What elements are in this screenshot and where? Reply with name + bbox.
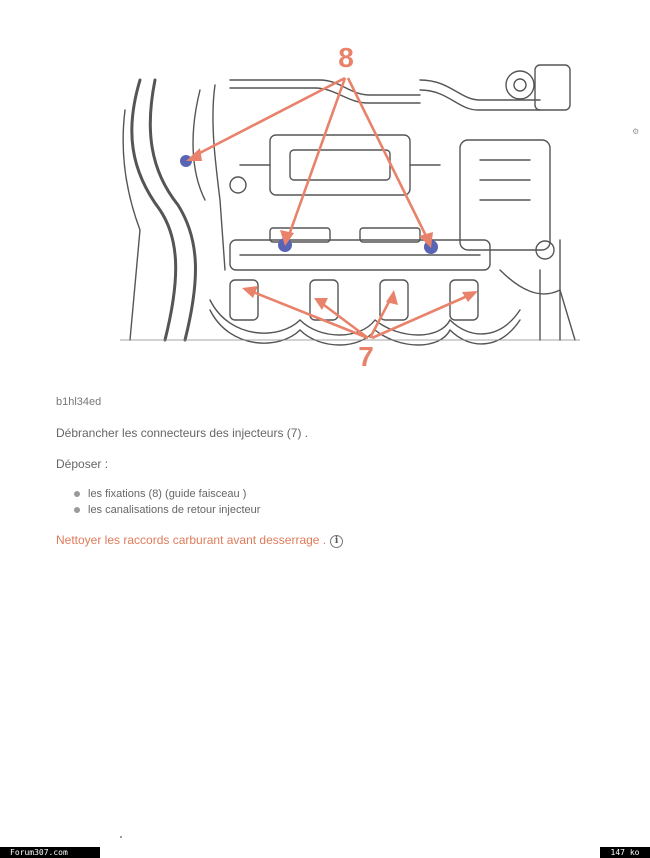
footer-size: 147 ko <box>600 847 650 858</box>
fixation-markers <box>180 155 438 254</box>
list-item: les canalisations de retour injecteur <box>72 502 260 518</box>
engine-drawing <box>120 65 580 345</box>
cleaning-note <box>56 533 343 548</box>
instruction-disconnect: Débrancher les connecteurs des injecteurs (7) . <box>56 426 309 440</box>
cleaning-note-text: Nettoyer les raccords carburant avant desserrage . <box>56 533 327 547</box>
callout-label-8: 8 <box>338 42 354 73</box>
page-dot <box>120 836 122 838</box>
footer-site: Forum307.com <box>0 847 100 858</box>
list-item: les fixations (8) (guide faisceau ) <box>72 486 260 502</box>
removal-list <box>72 486 260 518</box>
info-icon[interactable]: i <box>330 535 343 548</box>
small-icon-mark: ⚙ <box>632 127 640 136</box>
engine-diagram <box>120 40 580 370</box>
instruction-remove-heading: Déposer : <box>56 457 109 471</box>
callout-label-7: 7 <box>358 341 374 370</box>
figure-reference-code: b1hl34ed <box>56 396 102 408</box>
